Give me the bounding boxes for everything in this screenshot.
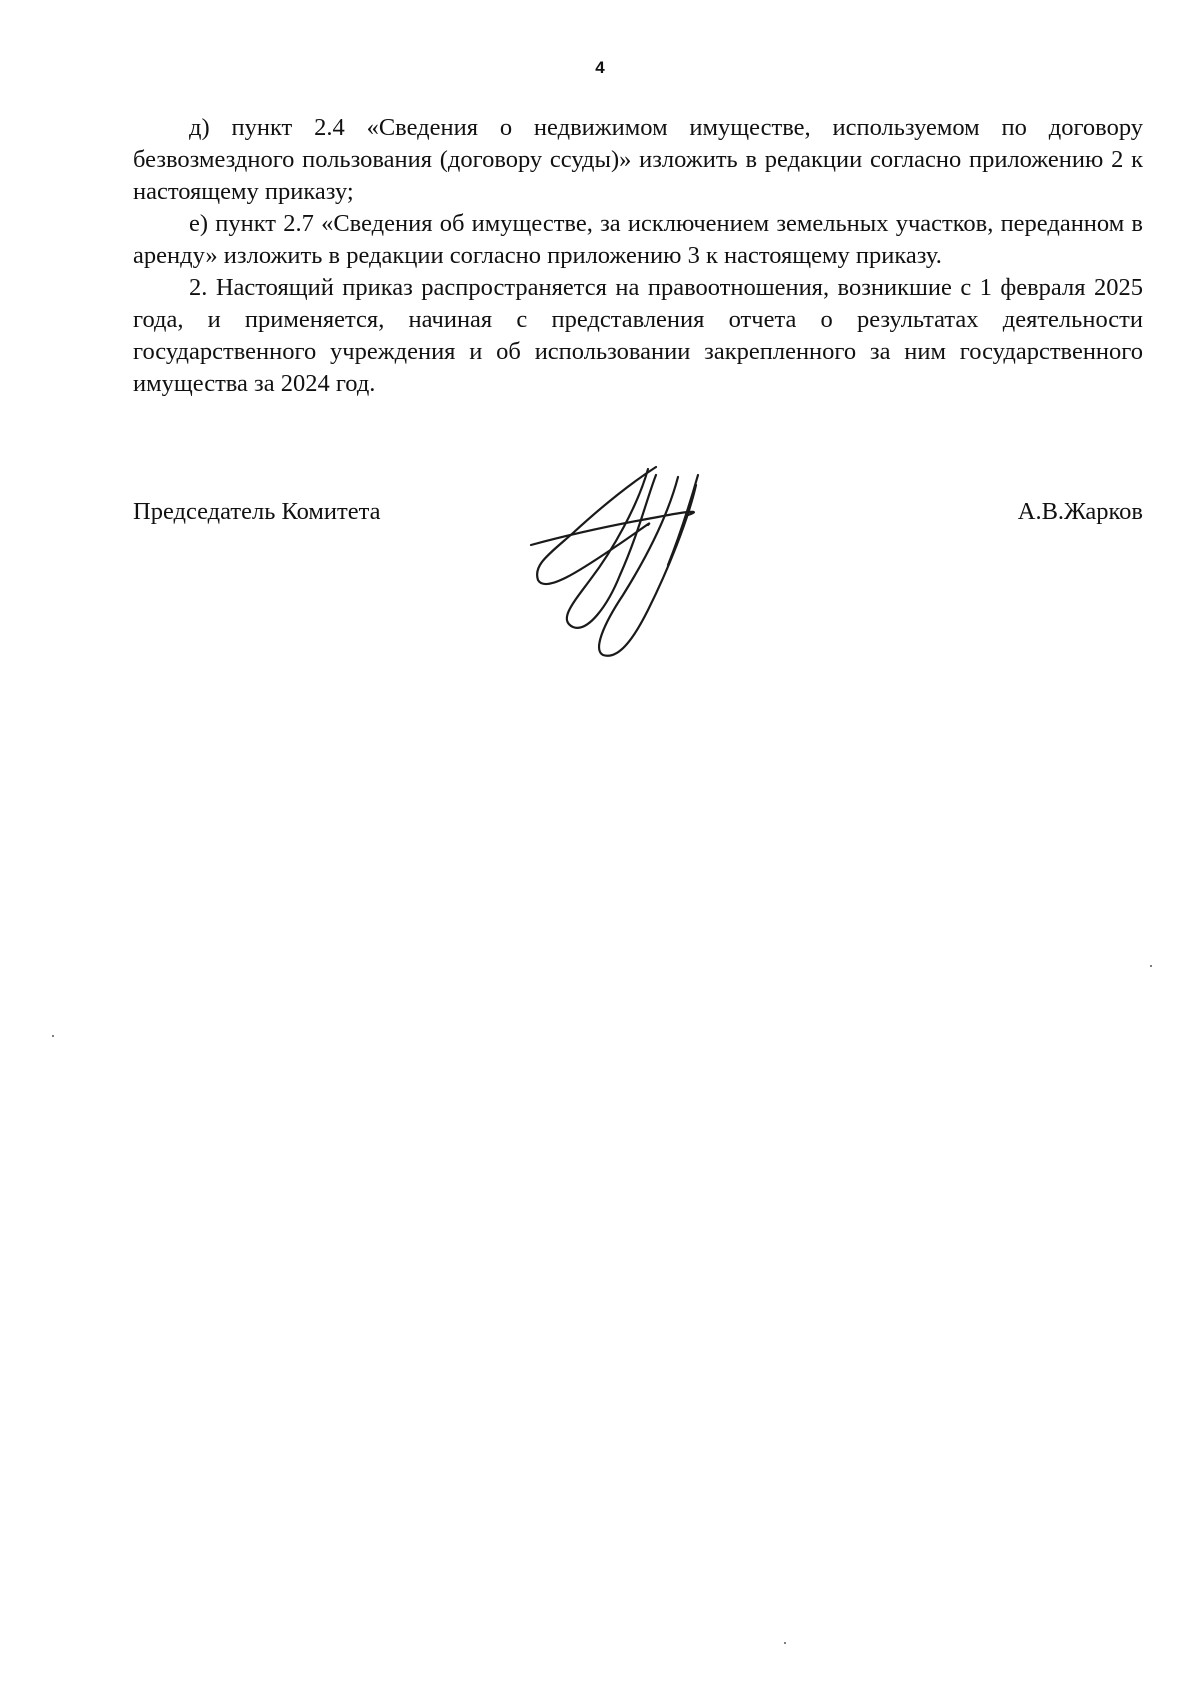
paragraph-item-2: 2. Настоящий приказ распространяется на правоотношения, возникшие с 1 февраля 2025 года, и применяется, начиная с представления отчета о результатах деятельности государственного учреждения и об использовании закрепленного за ним государственного имущества за 2024 год.	[133, 274, 1143, 397]
handwritten-signature	[528, 455, 768, 665]
paragraph-item-e: е) пункт 2.7 «Сведения об имуществе, за исключением земельных участков, переданном в аренду» изложить в редакции согласно приложению 3 к настоящему приказу.	[133, 210, 1143, 269]
page-number: 4	[595, 58, 605, 77]
scan-speck	[784, 1642, 786, 1644]
scan-speck	[52, 1035, 54, 1037]
signer-name: А.В.Жарков	[1017, 498, 1143, 525]
signer-title: Председатель Комитета	[133, 498, 381, 525]
document-body	[133, 112, 1143, 400]
scan-speck	[1150, 965, 1152, 967]
paragraph-item-d: д) пункт 2.4 «Сведения о недвижимом имуществе, используемом по договору безвозмездного пользования (договору ссуды)» изложить в редакции согласно приложению 2 к настоящему приказу;	[133, 114, 1143, 205]
